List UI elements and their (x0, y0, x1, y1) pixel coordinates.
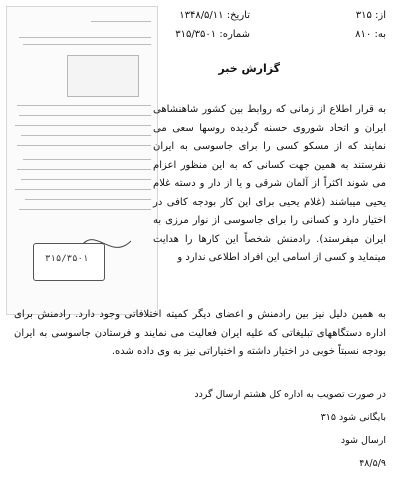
body-paragraph-lower: به همین دلیل نیز بین رادمنش و اعضای دیگر کمیته اختلافاتی وجود دارد. رادمنش برای اداره دستگاههای تبلیغاتی که علیه ایران فعالیت می نمایند و فرستادن جاسوسی به ایران بودجه نسبتاً خوبی در اختیار داشته و اختیاراتی نیز به وی داده شده. (14, 309, 386, 357)
scan-line (91, 21, 151, 22)
scan-block (67, 55, 139, 97)
header-to: به: ۸۱۰ (355, 29, 386, 40)
footer-date: ۴۸/۵/۹ (359, 458, 386, 469)
scan-line (15, 189, 151, 190)
report-title: گزارش خبر (218, 62, 280, 75)
scan-line (19, 209, 151, 210)
header-from: از: ۳۱۵ (355, 10, 386, 21)
scan-line (15, 125, 151, 126)
footer-send: ارسال شود (340, 435, 386, 446)
footer-archive: بایگانی شود ۳۱۵ (320, 412, 386, 423)
scan-line (21, 179, 151, 180)
header-number: شماره: ۳۱۵/۳۵۰۱ (175, 29, 250, 40)
scan-line (17, 169, 151, 170)
scan-line (17, 145, 151, 146)
body-paragraph-upper: به قرار اطلاع از زمانی که روابط بین کشور شاهنشاهی ایران و اتحاد شوروی حسنه گردیده روسها سعی می نمایند که از مسکو کسی را برای جاسوسی به ایران نفرستند به همین جهت کسانی که به این منظور اعزام می شوند اکثراً از آلمان شرقی و یا از دار و دسته غلام یحیی میباشند (غلام یحیی برای این کار بودجه کافی در اختیار دارد و کسانی را برای جاسوسی از نوار مرزی به ایران میفرستد). رادمنش شخصاً این کارها را هدایت مینماید و کسی از اسامی این افراد اطلاعی ندارد و (153, 104, 386, 263)
scanned-document-image (6, 6, 158, 315)
scan-line (23, 159, 151, 160)
scan-line (19, 115, 151, 116)
scan-line (25, 199, 151, 200)
footer-instruction: در صورت تصویب به اداره کل هشتم ارسال گردد (194, 389, 386, 400)
scan-line (17, 105, 151, 106)
scan-line (23, 44, 151, 45)
scan-line (21, 135, 151, 136)
header-date: تاریخ: ۱۳۴۸/۵/۱۱ (179, 10, 250, 21)
stamp-number: ۳۱۵/۳۵۰۱ (45, 254, 89, 264)
scan-line (19, 37, 151, 38)
